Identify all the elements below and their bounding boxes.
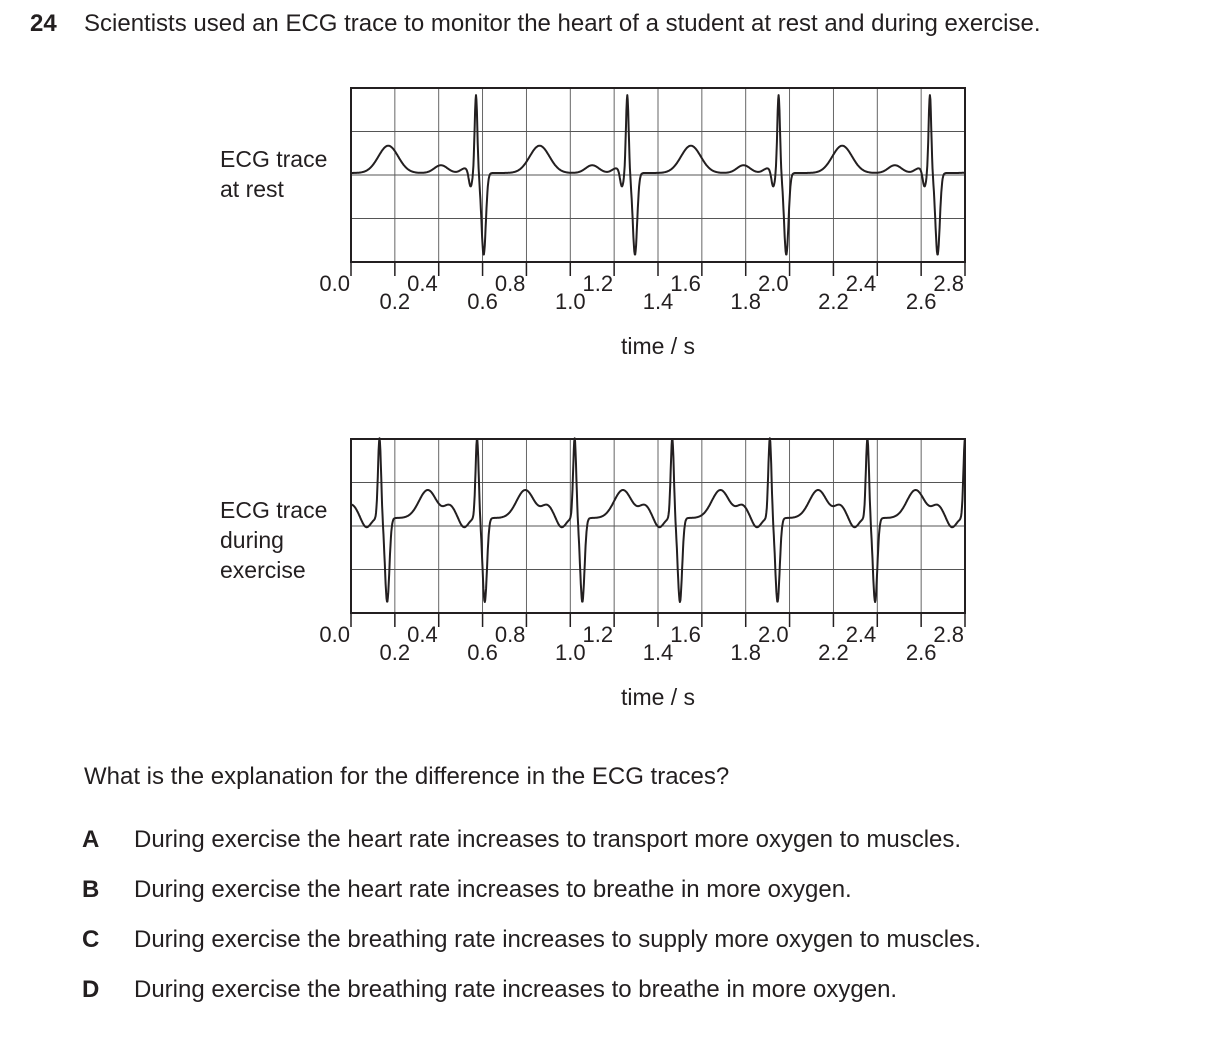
option-letter: C	[82, 926, 100, 953]
x-tick-label: 1.8	[730, 640, 762, 665]
option-text: During exercise the heart rate increases to breathe in more oxygen.	[134, 876, 852, 903]
option-text: During exercise the heart rate increases to transport more oxygen to muscles.	[134, 826, 962, 853]
x-tick-label: 1.8	[730, 289, 762, 314]
ecg-exercise-label	[220, 495, 327, 585]
option-letter: D	[82, 976, 100, 1003]
x-tick-label: 0.2	[379, 289, 411, 314]
x-tick-label: 1.0	[554, 289, 586, 314]
ecg-exercise-label-line: during	[220, 527, 284, 553]
x-tick-label: 0.8	[494, 271, 526, 296]
x-tick-label: 2.8	[933, 271, 964, 296]
x-tick-label: 0.4	[407, 622, 438, 647]
option-text: During exercise the breathing rate increases to supply more oxygen to muscles.	[134, 926, 982, 953]
option-text: During exercise the breathing rate increases to breathe in more oxygen.	[134, 976, 898, 1003]
x-tick-label: 0.4	[407, 271, 438, 296]
x-tick-label: 0.0	[319, 271, 350, 296]
x-tick-label: 2.0	[757, 622, 789, 647]
x-tick-label: 2.6	[905, 640, 937, 665]
ecg-exercise-label-line: exercise	[220, 557, 306, 583]
x-axis-label: time / s	[620, 333, 696, 359]
question-stem: Scientists used an ECG trace to monitor the heart of a student at rest and during exercise.	[84, 10, 1041, 37]
ecg-rest-label-line: ECG trace	[220, 146, 328, 172]
option-a[interactable]	[82, 826, 961, 854]
option-letter: B	[82, 876, 100, 903]
ecg-rest-label	[220, 144, 327, 204]
x-tick-label: 0.6	[467, 289, 498, 314]
x-tick-label: 1.4	[642, 640, 674, 665]
x-tick-label: 1.2	[582, 271, 614, 296]
ecg-exercise-chart	[319, 431, 1000, 721]
x-tick-label: 2.8	[933, 622, 964, 647]
x-tick-label: 1.0	[554, 640, 586, 665]
question-number: 24	[30, 10, 57, 37]
x-tick-label: 2.4	[845, 622, 877, 647]
x-tick-label: 0.0	[319, 622, 350, 647]
option-letter: A	[82, 826, 100, 853]
x-tick-label: 1.6	[670, 271, 701, 296]
question-prompt: What is the explanation for the difference in the ECG traces?	[84, 763, 730, 790]
ecg-rest-chart	[319, 80, 1000, 370]
option-c[interactable]	[82, 926, 981, 954]
x-tick-label: 1.6	[670, 622, 701, 647]
x-axis-label: time / s	[620, 684, 696, 710]
x-tick-label: 2.2	[818, 289, 849, 314]
ecg-exercise-label-line: ECG trace	[220, 497, 328, 523]
x-tick-label: 1.2	[582, 622, 614, 647]
option-b[interactable]	[82, 876, 852, 904]
x-tick-label: 2.0	[757, 271, 789, 296]
x-tick-label: 0.2	[379, 640, 411, 665]
option-d[interactable]	[82, 976, 897, 1004]
x-tick-label: 0.6	[467, 640, 498, 665]
x-tick-label: 0.8	[494, 622, 526, 647]
ecg-rest-label-line: at rest	[220, 176, 284, 202]
x-tick-label: 2.4	[845, 271, 877, 296]
x-tick-label: 2.6	[905, 289, 937, 314]
x-tick-label: 1.4	[642, 289, 674, 314]
x-tick-label: 2.2	[818, 640, 849, 665]
